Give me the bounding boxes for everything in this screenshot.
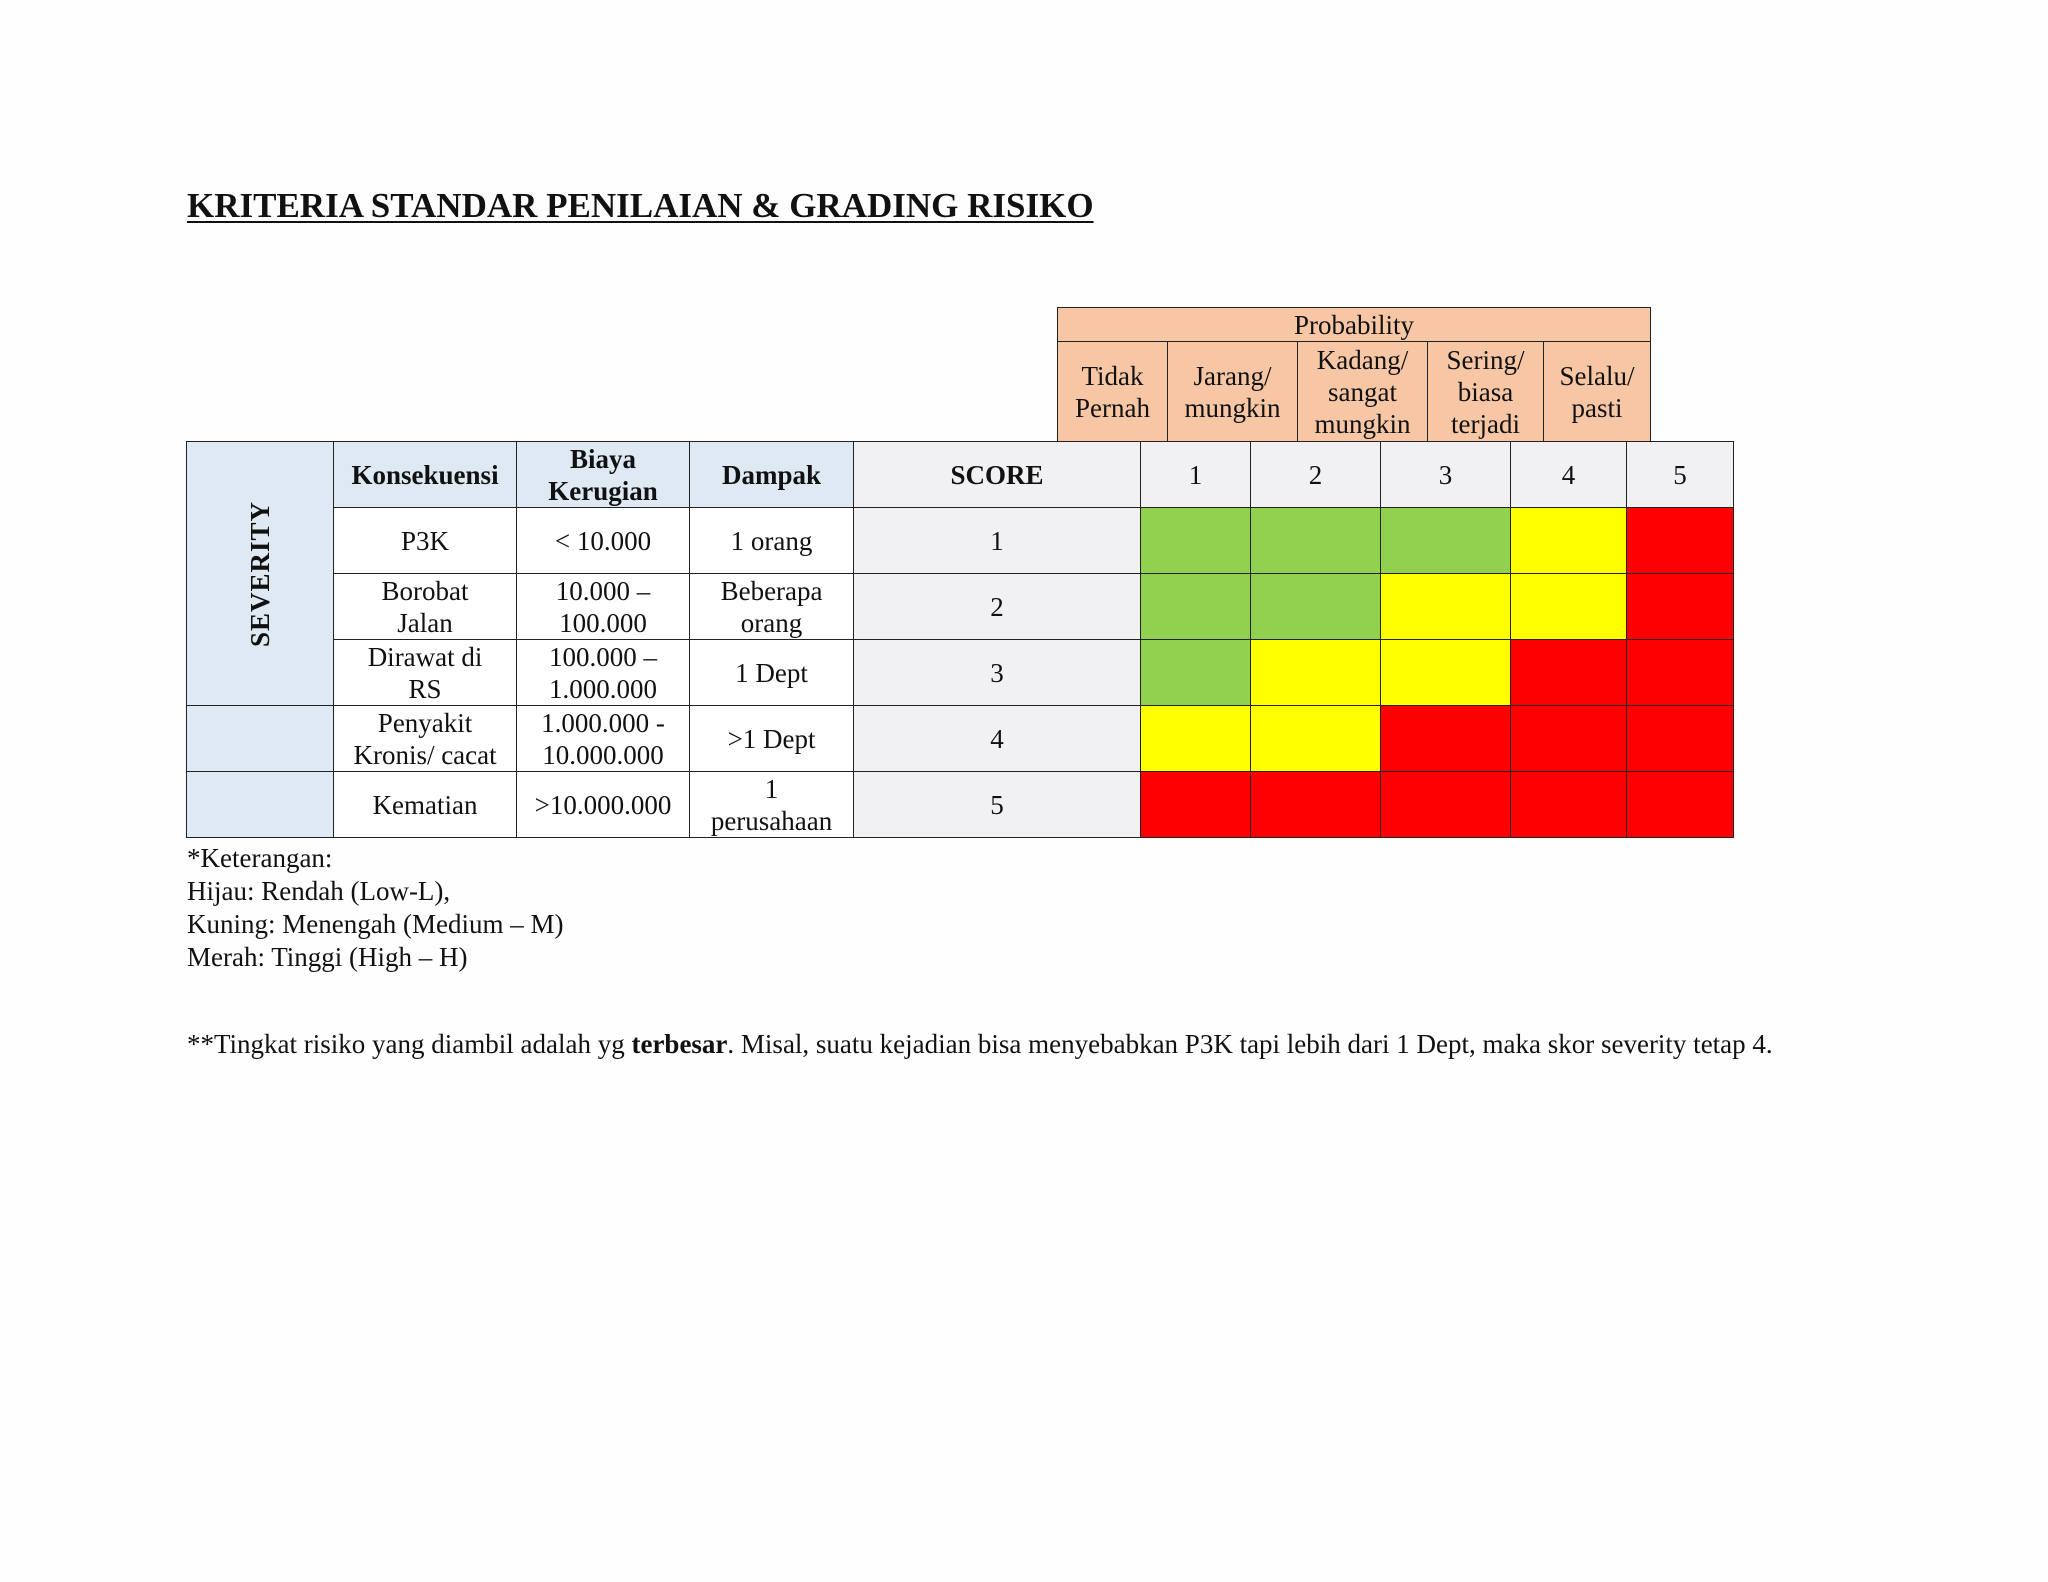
konsekuensi-cell: P3K xyxy=(334,508,517,574)
probability-level-1: Tidak Pernah xyxy=(1058,342,1168,442)
legend-yellow: Kuning: Menengah (Medium – M) xyxy=(187,909,564,939)
probability-score-4: 4 xyxy=(1511,442,1627,508)
severity-row-2 xyxy=(187,574,1734,640)
risk-cell xyxy=(1251,508,1381,574)
risk-matrix-table xyxy=(186,441,1734,838)
page-title: KRITERIA STANDAR PENILAIAN & GRADING RISIKO xyxy=(187,186,1094,225)
dampak-cell: Beberapa orang xyxy=(690,574,854,640)
biaya-cell: < 10.000 xyxy=(517,508,690,574)
konsekuensi-cell: Penyakit Kronis/ cacat xyxy=(334,706,517,772)
konsekuensi-cell: Dirawat di RS xyxy=(334,640,517,706)
dampak-cell: 1 orang xyxy=(690,508,854,574)
legend-green: Hijau: Rendah (Low-L), xyxy=(187,876,451,906)
risk-cell xyxy=(1627,706,1734,772)
dampak-cell: 1 perusahaan xyxy=(690,772,854,838)
biaya-cell: 1.000.000 - 10.000.000 xyxy=(517,706,690,772)
probability-level-5: Selalu/ pasti xyxy=(1544,342,1651,442)
risk-cell xyxy=(1511,640,1627,706)
risk-cell xyxy=(1627,574,1734,640)
risk-cell xyxy=(1381,508,1511,574)
risk-cell xyxy=(1141,508,1251,574)
severity-side-cell xyxy=(187,706,334,772)
risk-cell xyxy=(1511,706,1627,772)
risk-cell xyxy=(1141,706,1251,772)
biaya-cell: 100.000 – 1.000.000 xyxy=(517,640,690,706)
risk-cell xyxy=(1627,640,1734,706)
risk-cell xyxy=(1251,574,1381,640)
probability-header: Probability xyxy=(1058,308,1651,342)
risk-cell xyxy=(1141,640,1251,706)
severity-score-cell: 2 xyxy=(854,574,1141,640)
notes-heading: *Keterangan: xyxy=(187,843,333,873)
dampak-cell: >1 Dept xyxy=(690,706,854,772)
severity-score-cell: 1 xyxy=(854,508,1141,574)
probability-level-3: Kadang/ sangat mungkin xyxy=(1298,342,1428,442)
footnote-bold: terbesar xyxy=(631,1029,728,1059)
severity-row-5 xyxy=(187,772,1734,838)
probability-header-table xyxy=(1057,307,1651,442)
header-biaya-kerugian: Biaya Kerugian xyxy=(517,442,690,508)
biaya-cell: >10.000.000 xyxy=(517,772,690,838)
risk-cell xyxy=(1511,772,1627,838)
risk-cell xyxy=(1381,772,1511,838)
legend-notes xyxy=(187,842,563,974)
severity-side-cell xyxy=(187,772,334,838)
footnote xyxy=(187,1028,1773,1061)
severity-score-cell: 4 xyxy=(854,706,1141,772)
risk-cell xyxy=(1381,574,1511,640)
severity-label-cell xyxy=(187,442,334,706)
risk-cell xyxy=(1511,508,1627,574)
column-header-row xyxy=(187,442,1734,508)
probability-level-4: Sering/ biasa terjadi xyxy=(1428,342,1544,442)
konsekuensi-cell: Borobat Jalan xyxy=(334,574,517,640)
footnote-text-before: **Tingkat risiko yang diambil adalah yg xyxy=(187,1029,632,1059)
header-dampak: Dampak xyxy=(690,442,854,508)
risk-cell xyxy=(1141,574,1251,640)
biaya-cell: 10.000 – 100.000 xyxy=(517,574,690,640)
probability-score-5: 5 xyxy=(1627,442,1734,508)
probability-score-2: 2 xyxy=(1251,442,1381,508)
risk-cell xyxy=(1381,640,1511,706)
severity-row-1 xyxy=(187,508,1734,574)
risk-cell xyxy=(1627,772,1734,838)
probability-score-3: 3 xyxy=(1381,442,1511,508)
konsekuensi-cell: Kematian xyxy=(334,772,517,838)
risk-cell xyxy=(1141,772,1251,838)
risk-cell xyxy=(1511,574,1627,640)
dampak-cell: 1 Dept xyxy=(690,640,854,706)
risk-cell xyxy=(1251,772,1381,838)
severity-row-4 xyxy=(187,706,1734,772)
footnote-text-after: . Misal, suatu kejadian bisa menyebabkan P3K tapi lebih dari 1 Dept, maka skor severity tetap 4. xyxy=(727,1029,1773,1059)
header-score: SCORE xyxy=(854,442,1141,508)
legend-red: Merah: Tinggi (High – H) xyxy=(187,942,468,972)
severity-row-3 xyxy=(187,640,1734,706)
severity-score-cell: 5 xyxy=(854,772,1141,838)
risk-cell xyxy=(1251,640,1381,706)
probability-score-1: 1 xyxy=(1141,442,1251,508)
probability-level-2: Jarang/ mungkin xyxy=(1168,342,1298,442)
header-konsekuensi: Konsekuensi xyxy=(334,442,517,508)
risk-cell xyxy=(1381,706,1511,772)
risk-cell xyxy=(1251,706,1381,772)
severity-score-cell: 3 xyxy=(854,640,1141,706)
risk-cell xyxy=(1627,508,1734,574)
severity-label: SEVERITY xyxy=(245,500,276,647)
